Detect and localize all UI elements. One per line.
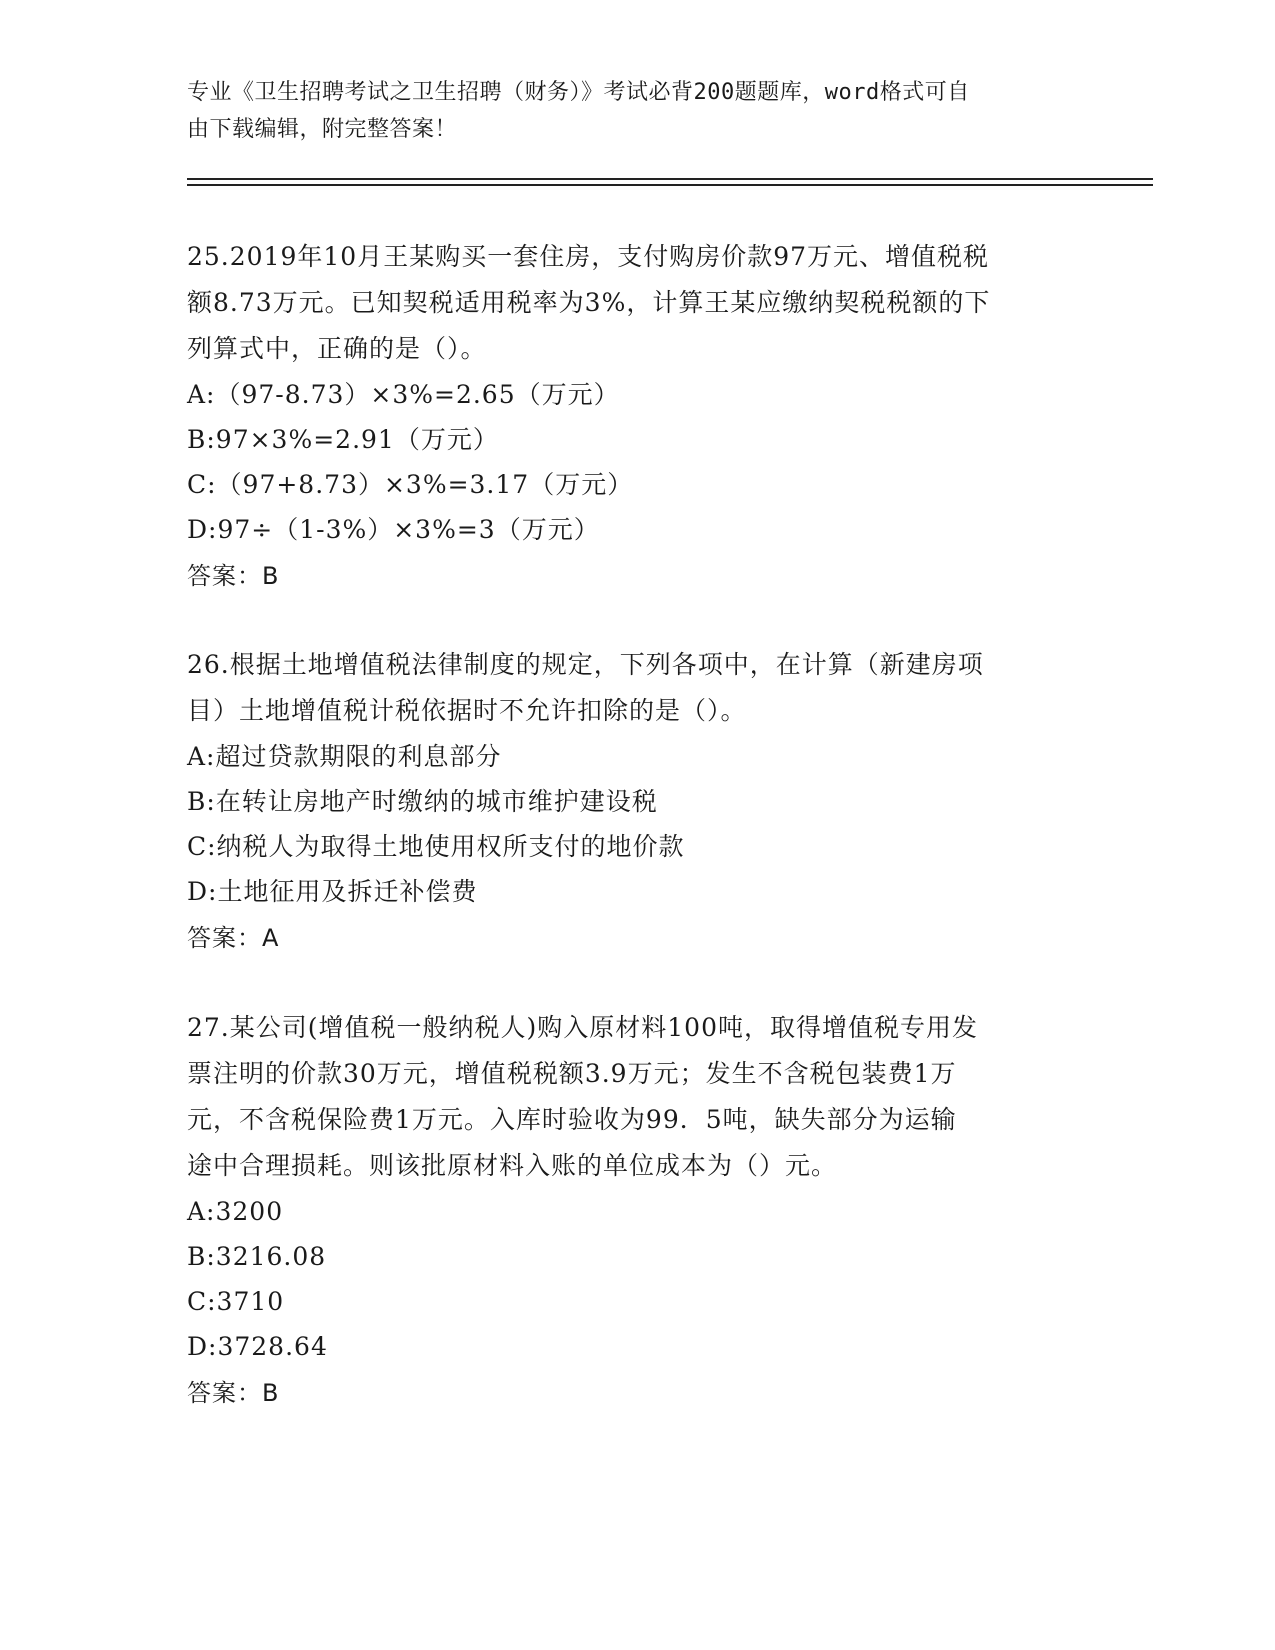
document-header xyxy=(187,74,1067,148)
header-divider xyxy=(187,178,1153,180)
question-stem-line: 25.2019年10月王某购买一套住房，支付购房价款97万元、增值税税 xyxy=(187,242,990,271)
question-stem xyxy=(187,642,1087,734)
question-stem-line: 途中合理损耗。则该批原材料入账的单位成本为（）元。 xyxy=(187,1151,838,1180)
option-d: D:土地征用及拆迁补偿费 xyxy=(187,877,478,906)
option-a: A:超过贷款期限的利息部分 xyxy=(187,742,502,771)
option-c: C:纳税人为取得土地使用权所支付的地价款 xyxy=(187,832,685,861)
question-stem-line: 票注明的价款30万元，增值税税额3.9万元；发生不含税包装费1万 xyxy=(187,1059,957,1088)
answer-line: 答案：B xyxy=(187,562,280,590)
option-b: B:在转让房地产时缴纳的城市维护建设税 xyxy=(187,787,658,816)
question-stem-line: 元，不含税保险费1万元。入库时验收为99．5吨，缺失部分为运输 xyxy=(187,1105,957,1134)
question-block xyxy=(187,234,1087,600)
question-stem-line: 列算式中，正确的是（）。 xyxy=(187,334,487,363)
question-stem-line: 27.某公司(增值税一般纳税人)购入原材料100吨，取得增值税专用发 xyxy=(187,1013,978,1042)
question-block xyxy=(187,642,1087,962)
header-line: 由下载编辑，附完整答案！ xyxy=(187,117,458,142)
option-c: C:3710 xyxy=(187,1287,285,1316)
question-stem-line: 额8.73万元。已知契税适用税率为3%，计算王某应缴纳契税税额的下 xyxy=(187,288,991,317)
question-block xyxy=(187,1005,1087,1417)
answer-line: 答案：B xyxy=(187,1379,280,1407)
question-stem xyxy=(187,1005,1087,1189)
header-divider xyxy=(187,184,1153,186)
option-c: C:（97+8.73）×3%=3.17（万元） xyxy=(187,470,634,499)
question-stem-line: 目）土地增值税计税依据时不允许扣除的是（）。 xyxy=(187,696,747,725)
option-d: D:97÷（1-3%）×3%=3（万元） xyxy=(187,515,600,544)
question-stem xyxy=(187,234,1087,372)
question-stem-line: 26.根据土地增值税法律制度的规定，下列各项中，在计算（新建房项 xyxy=(187,650,984,679)
option-b: B:3216.08 xyxy=(187,1242,327,1271)
option-a: A:（97-8.73）×3%=2.65（万元） xyxy=(187,380,620,409)
header-line: 专业《卫生招聘考试之卫生招聘（财务）》考试必背200题题库，word格式可自 xyxy=(187,80,970,105)
answer-line: 答案：A xyxy=(187,924,280,952)
option-a: A:3200 xyxy=(187,1197,284,1226)
option-b: B:97×3%=2.91（万元） xyxy=(187,425,499,454)
option-d: D:3728.64 xyxy=(187,1332,328,1361)
